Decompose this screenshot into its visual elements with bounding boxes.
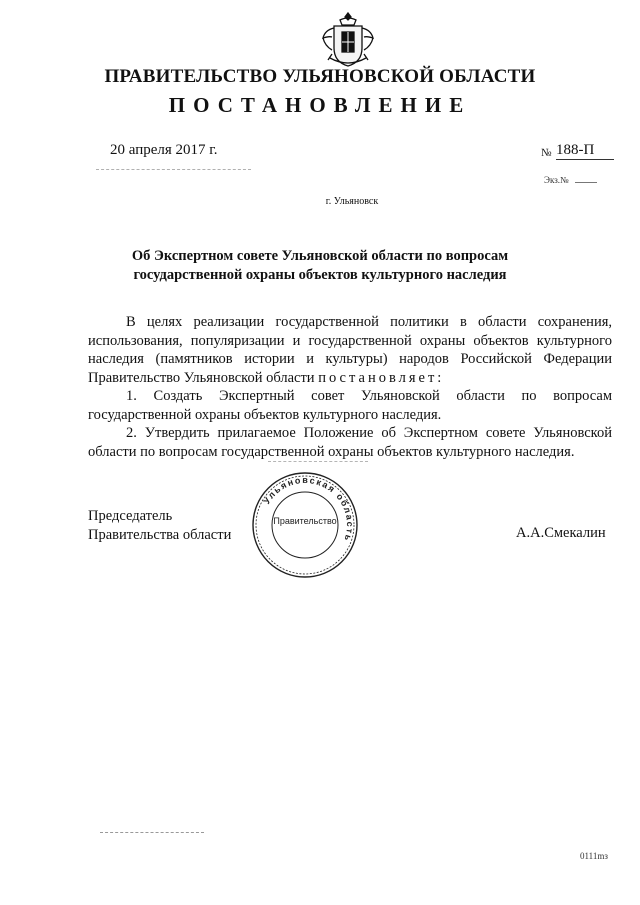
copy-label: Экз.№ bbox=[544, 175, 569, 185]
document-body bbox=[88, 313, 612, 461]
coat-of-arms-emblem-icon bbox=[320, 10, 376, 72]
title-line-2: государственной охраны объектов культурного наследия bbox=[133, 267, 507, 283]
signatory-title-line-1: Председатель bbox=[88, 508, 173, 524]
bottom-faint-mark bbox=[100, 832, 204, 833]
svg-text:Ульяновская область bbox=[261, 475, 355, 544]
body-item-1: 1. Создать Экспертный совет Ульяновской области по вопросам государственной охраны объектов культурного наследия. bbox=[88, 388, 612, 423]
body-intro: В целях реализации государственной политики в области сохранения, использования, популяризации и государственной охраны объектов культурного наследия (памятников истории и культуры) народов Российской Федерации Правительство Ульяновской области bbox=[88, 314, 612, 386]
body-item-2: 2. Утвердить прилагаемое Положение об Экспертном совете Ульяновской области по вопросам государственной охраны объектов культурного наследия. bbox=[88, 425, 612, 460]
document-type: ПОСТАНОВЛЕНИЕ bbox=[168, 93, 472, 117]
document-date: 20 апреля 2017 г. bbox=[110, 142, 218, 158]
copy-blank-line bbox=[575, 182, 597, 183]
decree-word: постановляет: bbox=[318, 369, 445, 386]
document-title bbox=[80, 247, 560, 285]
signatory-title bbox=[88, 507, 231, 544]
city-name: г. Ульяновск bbox=[325, 196, 379, 207]
body-intro-paragraph bbox=[88, 313, 612, 387]
signatory-name: А.А.Смекалин bbox=[516, 525, 606, 541]
copy-number bbox=[544, 175, 597, 185]
stamp-ring-text: Ульяновская область bbox=[261, 474, 356, 544]
title-line-1: Об Экспертном совете Ульяновской области по вопросам bbox=[131, 248, 509, 264]
number-label: № bbox=[541, 147, 552, 159]
stamp-center-text: Правительство bbox=[273, 516, 337, 526]
document-number: 188-П bbox=[556, 142, 614, 160]
footer-code: 0111mз bbox=[580, 851, 608, 861]
organization-name: ПРАВИТЕЛЬСТВО УЛЬЯНОВСКОЙ ОБЛАСТИ bbox=[104, 66, 536, 87]
faint-separator bbox=[268, 461, 368, 462]
signatory-title-line-2: Правительства области bbox=[88, 526, 232, 543]
faint-divider bbox=[96, 169, 251, 172]
